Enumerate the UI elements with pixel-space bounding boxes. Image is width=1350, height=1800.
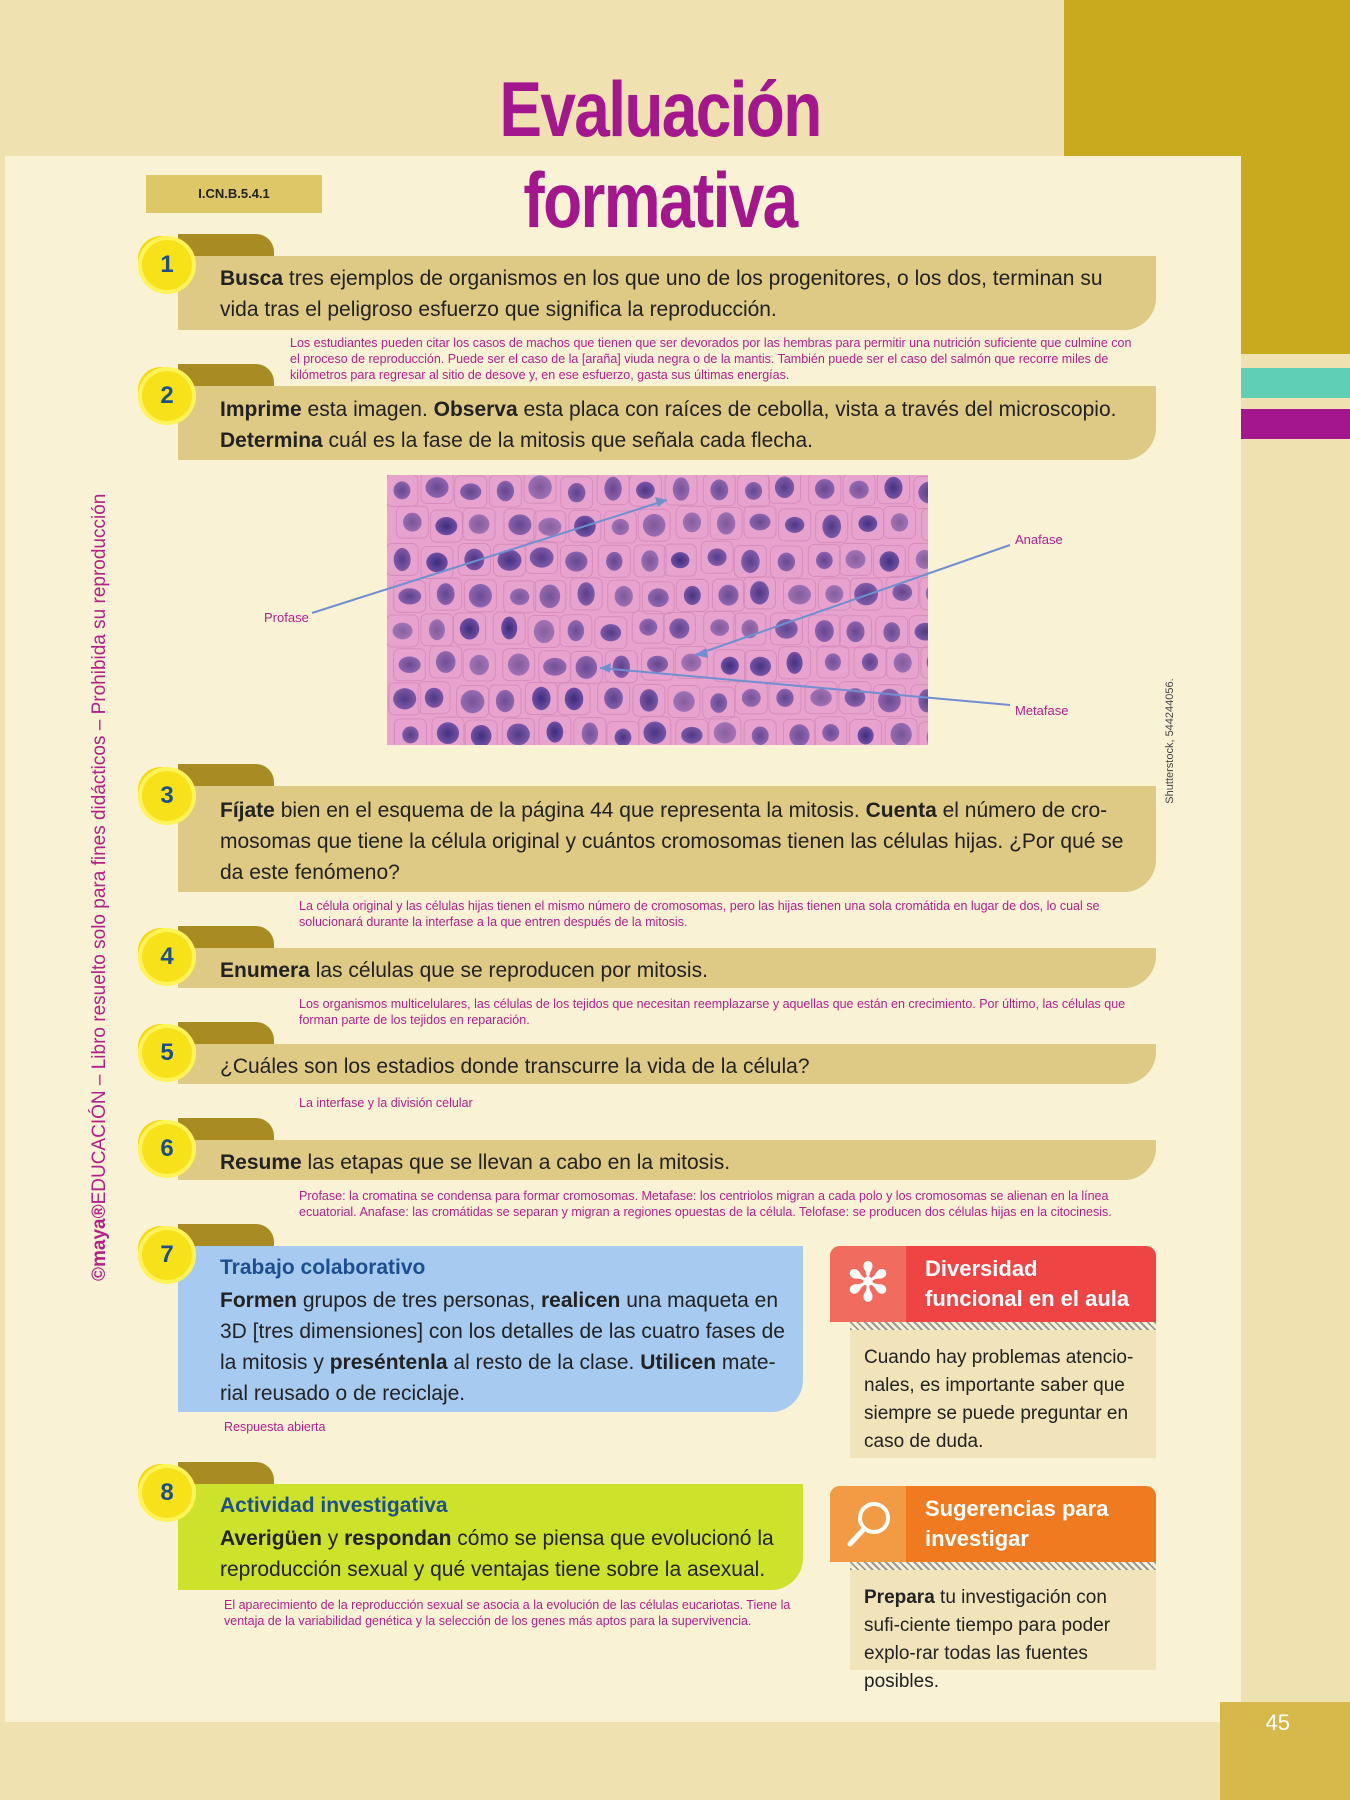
diversity-card-hatch [850,1322,1156,1330]
research-card-body [850,1570,1156,1692]
research-card-body-text: tu investigación con sufi-ciente tiempo para poder explo-rar todas las fuentes posibles. [864,1587,1111,1692]
diversity-card-text: Cuando hay problemas atencio-nales, es importante saber que siempre se puede preguntar en caso de duda. [864,1347,1134,1452]
q2-verb-1: Imprime [220,398,302,421]
q2-number: 2 [160,382,174,409]
q3-text [220,795,1140,888]
q7-body-1: grupos de tres personas, [297,1289,541,1312]
label-profase: Profase [264,610,309,625]
q2-body-2: esta placa con raíces de cebolla, vista a través del microscopio. [517,398,1117,421]
q8-text [220,1523,790,1585]
label-anafase: Anafase [1015,532,1063,547]
q2-body-1: esta imagen. [301,398,434,421]
q7-number: 7 [160,1241,174,1268]
q6-answer: Profase: la cromatina se condensa para formar cromosomas. Metafase: los centriolos migran a cada polo y los cromosomas se alienan en la línea ecuatorial. Anafase: las cromátidas se separan y migran a regiones opuestas de la célula. Telofase: se producen dos células hijas en la citocinesis. [299,1189,1112,1219]
diversity-title-line-1: Diversidad [925,1256,1038,1281]
q6-body: las etapas que se llevan a cabo en la mitosis. [301,1151,731,1174]
q4-number: 4 [160,943,174,970]
q6-verb: Resume [220,1151,302,1174]
q8-title: Actividad investigativa [220,1494,448,1517]
q8-verb-1: Averigüen [220,1527,322,1550]
q8-verb-2: respondan [344,1527,452,1550]
indicator-code: I.CN.B.5.4.1 [146,175,322,213]
q7-answer: Respuesta abierta [224,1420,326,1434]
q8-body-1: y [321,1527,345,1550]
q2-verb-2: Observa [433,398,518,421]
q6-text [220,1147,1140,1178]
research-card-title [925,1494,1108,1554]
q3-answer: La célula original y las células hijas tienen el mismo número de cromosomas, pero las hijas tienen una sola cromátida en lugar de dos, lo cual se solucionará durante la interfase a la que entren después de la mitosis. [299,899,1100,929]
q4-body: las células que se reproducen por mitosis. [309,959,708,982]
q5-answer: La interfase y la división celular [299,1096,473,1110]
page-number: 45 [1265,1710,1290,1735]
q8-answer: El aparecimiento de la reproducción sexual se asocia a la evolución de las células eucariotas. Tiene la ventaja de la variabilidad genética y la selección de los genes más aptos para la supervivencia. [224,1598,791,1628]
q5-badge [142,1028,192,1078]
q7-text [220,1285,790,1409]
q6-number: 6 [160,1135,174,1162]
q4-verb: Enumera [220,959,310,982]
q1-number: 1 [160,251,174,278]
q8-badge [142,1468,192,1518]
q7-body-4: mate-rial reusado o de reciclaje. [220,1351,776,1405]
q1-body: tres ejemplos de organismos en los que uno de los progenitores, o los dos, terminan su vida tras el peligroso esfuerzo que significa la reproducción. [220,267,1103,321]
q3-body-1: bien en el esquema de la página 44 que representa la mitosis. [274,799,866,822]
q3-verb-2: Cuenta [865,799,937,822]
brand-mark: ©maya® [89,1204,110,1281]
q4-badge [142,932,192,982]
q3-verb-1: Fíjate [220,799,275,822]
q5-text: ¿Cuáles son los estadios donde transcurre la vida de la célula? [220,1055,810,1078]
q3-body-2: el número de cro-mosomas que tiene la célula original y cuántos cromosomas tienen las células hijas. ¿Por qué se da este fenómeno? [220,799,1124,884]
q4-text [220,955,1140,986]
q7-verb-4: Utilicen [640,1351,717,1374]
q5-number: 5 [160,1039,174,1066]
label-metafase: Metafase [1015,703,1069,718]
research-card-text [850,1570,1156,1710]
research-card-hatch [850,1562,1156,1570]
research-card-verb: Prepara [864,1587,935,1608]
image-credit: Shutterstock, 544244056. [1164,678,1176,804]
asterisk-flower-icon: ✻ [845,1253,891,1313]
q7-body-3: al resto de la clase. [447,1351,641,1374]
q2-verb-3: Determina [220,429,323,452]
q1-verb: Busca [220,267,284,290]
q7-verb-2: realicen [541,1289,621,1312]
magnifier-icon [844,1498,894,1550]
q7-body-2: una maqueta en 3D [tres dimensiones] con los detalles de las cuatro fases de la mitosis y [220,1289,785,1374]
copyright-text: EDUCACIÓN – Libro resuelto solo para fines didácticos – Prohibida su reproducción [89,493,110,1205]
q7-verb-1: Formen [220,1289,298,1312]
diversity-title-line-2: funcional en el aula [925,1286,1130,1311]
q4-answer: Los organismos multicelulares, las células de los tejidos que necesitan reemplazarse y aquellas que están en crecimiento. Por último, las células que forman parte de los tejidos en reparación. [299,997,1126,1027]
page-title: Evaluación formativa [499,65,821,244]
q7-badge [142,1230,192,1280]
q6-badge [142,1124,192,1174]
q7-title: Trabajo colaborativo [220,1256,426,1279]
research-title-line-1: Sugerencias para [925,1496,1109,1521]
q2-body-3: cuál es la fase de la mitosis que señala cada flecha. [322,429,813,452]
q3-badge [142,771,192,821]
diversity-card-body [850,1330,1156,1458]
diversity-card-title [925,1254,1129,1314]
research-title-line-2: investigar [925,1526,1029,1551]
q1-answer: Los estudiantes pueden citar los casos de machos que tienen que ser devorados por las hembras para permitir una nutrición suficiente que culmine con el proceso de reproducción. Puede ser el caso de la [araña] viuda negra o de la mantis. También puede ser el caso del salmón que recorre miles de kilómetros para regresar al sitio de desove y, en ese esfuerzo, gasta sus últimas energías. [290,336,1132,382]
q7-verb-3: preséntenla [329,1351,448,1374]
q8-number: 8 [160,1479,174,1506]
q8-body-2: cómo se piensa que evolucionó la reproducción sexual y qué ventajas tiene sobre la asexual. [220,1527,774,1581]
q3-number: 3 [160,782,174,809]
